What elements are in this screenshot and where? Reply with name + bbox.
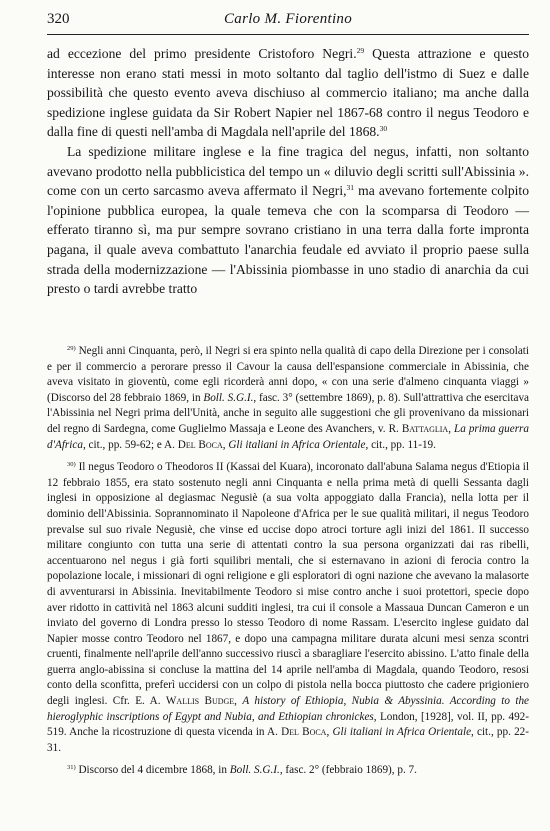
footnote-30-text: Il negus Teodoro o Theodoros II (Kassai del Kuara), incoronato dall'abuna Salama negus d'Etiopia il 12 febbraio 1855, era stato sostenuto negli anni Cinquanta e nella prima metà di quelli Sessanta dagli inglesi in opposizione al degiasmac Negusiè (a sua volta appoggiato dalla Francia), nella lotta per il dominio dell'Abissinia. Soprannominato il Napoleone d'Africa per le sue qualità militari, il negus Teodoro prevalse sul suo rivale Negusiè, che vinse ed uccise dopo atroci torture agli inizi del 1861. Il successo militare congiunto con tutta una serie di attentati contro la sua persona organizzati dai ras ribelli, accentuarono nel negus i già forti squilibri mentali, che si esternavano in azioni di ferocia contro la popolazione locale, i missionari di ogni religione e gli esploratori di ogni nazione che avevano la malasorte di avventurarsi in Abissinia. Inevitabilmente Teodoro si mise contro anche i suoi protettori, specie dopo aver ridotto in cattività nel 1863 alcuni sudditi inglesi, tra cui il console a Massaua Duncan Cameron e un inviato del governo di Londra presso lo stesso Teodoro di nome Rassam. L'esercito inglese guidato dal Napier mosse contro Teodoro nel 1867, e dopo una campagna militare durata alcuni mesi senza scontri cruenti, finalmente nell'aprile dell'anno successivo riuscì a sbaragliare l'esercito abissino. L'atto finale della guerra anglo-abissina si concluse la mattina del 14 aprile nell'amba di Magdala, quando Teodoro, resosi conto della sconfitta, preferì uccidersi con un colpo di pistola nella bocca piuttosto che cadere prigioniero degli inglesi. Cfr. E. A.: [47, 461, 530, 708]
main-text: [47, 44, 529, 299]
footnote-ref-30: 30: [379, 124, 388, 134]
footnote-31-text: Discorso del 4 dicembre 1868, in: [78, 764, 230, 777]
footnote-29-sep-1: ,: [448, 422, 455, 435]
paragraph-1-text-rest: Questa attrazione e questo interesse non erano stati messi in moto soltanto dal taglio dell'istmo di Suez e dalle possibilità che questo evento aveva dischiuso al commercio italiano; ma anche dalla spedizione inglese guidata da Sir Robert Napier nel 1867-68 contro il negus Teodoro e dalla fine di questi nell'amba di Magdala nell'aprile del 1868.: [47, 46, 530, 140]
footnote-29-title-2: Gli italiani in Africa Orientale: [228, 438, 366, 451]
footnote-30-sep-2: ,: [326, 726, 333, 739]
author-del-boca-2: Del Boca: [281, 726, 327, 739]
footnote-29: [47, 344, 529, 453]
running-title: Carlo M. Fiorentino: [223, 11, 353, 27]
footnote-29-journal: Boll. S.G.I.: [203, 391, 254, 404]
paragraph-2-text-b: ma avevano fortemente colpito l'opinione pubblica europea, la quale temeva che con la scomparsa di Teodoro — efferato tiranno sì, ma pur sempre sovrano cristiano in una terra dalla forte impronta pagana, il quale aveva combattuto l'anarchia feudale ed avviato il proprio paese sulla strada della modernizzazione — l'Abissinia piombasse in uno stadio di anarchia da cui presto o tardi avrebbe tratto: [47, 183, 529, 297]
footnote-ref-31: 31: [346, 183, 355, 193]
footnote-30-text-2: , London, [1928], vol. II, pp. 492-519. Anche la ricostruzione di questa vicenda in A.: [47, 710, 529, 739]
author-battaglia: Battaglia: [401, 422, 449, 435]
footnote-29-text-2: , fasc. 3° (settembre 1869), p. 8). Sull'attrattiva che esercitava l'Abissinia nel Negri prima dell'Unità, anche in seguito alle suggestioni che gli provenivano da missionari del regno di Sardegna, come Guglielmo Massaja e Leone des Avanchers, v. R.: [47, 391, 530, 435]
footnote-29-text: Negli anni Cinquanta, però, il Negri si era spinto nella qualità di capo della Direzione per i consolati e per il commercio a perorare presso il Cavour la causa dell'espansione commerciale in Abissinia, che aveva visitato in gioventù, come egli ricorderà anni dopo, « con una serie d'almeno cinquanta viaggi » (Discorso del 28 febbraio 1869, in: [47, 345, 529, 404]
paragraph-1-text: ad eccezione del primo presidente Cristoforo Negri.: [47, 46, 357, 61]
footnote-30-text-3: , cit., pp. 22-31.: [47, 726, 529, 754]
footnote-29-text-3: , cit., pp. 59-62; e A.: [82, 438, 178, 451]
footnote-31: [47, 763, 529, 779]
footnote-31-text-2: , fasc. 2° (febbraio 1869), p. 7.: [279, 764, 417, 777]
footnote-31-mark: 31): [67, 764, 76, 772]
footnote-30-title-2: Gli italiani in Africa Orientale: [332, 726, 472, 739]
author-del-boca: Del Boca: [177, 438, 223, 451]
footnote-30: [47, 460, 529, 756]
paragraph-2: [47, 142, 529, 299]
footnote-29-mark: 29): [67, 345, 76, 352]
page-number: 320: [47, 11, 70, 27]
footnote-ref-29: 29: [356, 46, 365, 55]
footnote-30-title-1: A history of Ethiopia, Nubia & Abyssinia. According to the hieroglyphic inscriptions of Egypt and Nubia, and Ethiopian chronickes: [47, 695, 530, 723]
footnote-29-title-1: La prima guerra d'Africa: [47, 422, 529, 451]
footnote-29-text-4: , cit., pp. 11-19.: [365, 438, 436, 451]
running-header: [47, 10, 529, 35]
footnote-29-sep-2: ,: [222, 438, 229, 451]
paragraph-2-text-a: La spedizione militare inglese e la fine tragica del negus, infatti, non soltanto avevano prodotto nella pubblicistica del tempo un « diluvio degli scritti sull'Abissinia ». come con un certo sarcasmo aveva affermato il Negri,: [47, 143, 529, 199]
paragraph-1: [47, 44, 529, 142]
author-wallis-budge: Wallis Budge: [165, 695, 235, 708]
footnote-31-journal: Boll. S.G.I.: [229, 764, 280, 777]
footnote-30-mark: 30): [67, 461, 76, 469]
footnotes: [47, 344, 529, 786]
footnote-30-sep-1: ,: [234, 695, 243, 708]
